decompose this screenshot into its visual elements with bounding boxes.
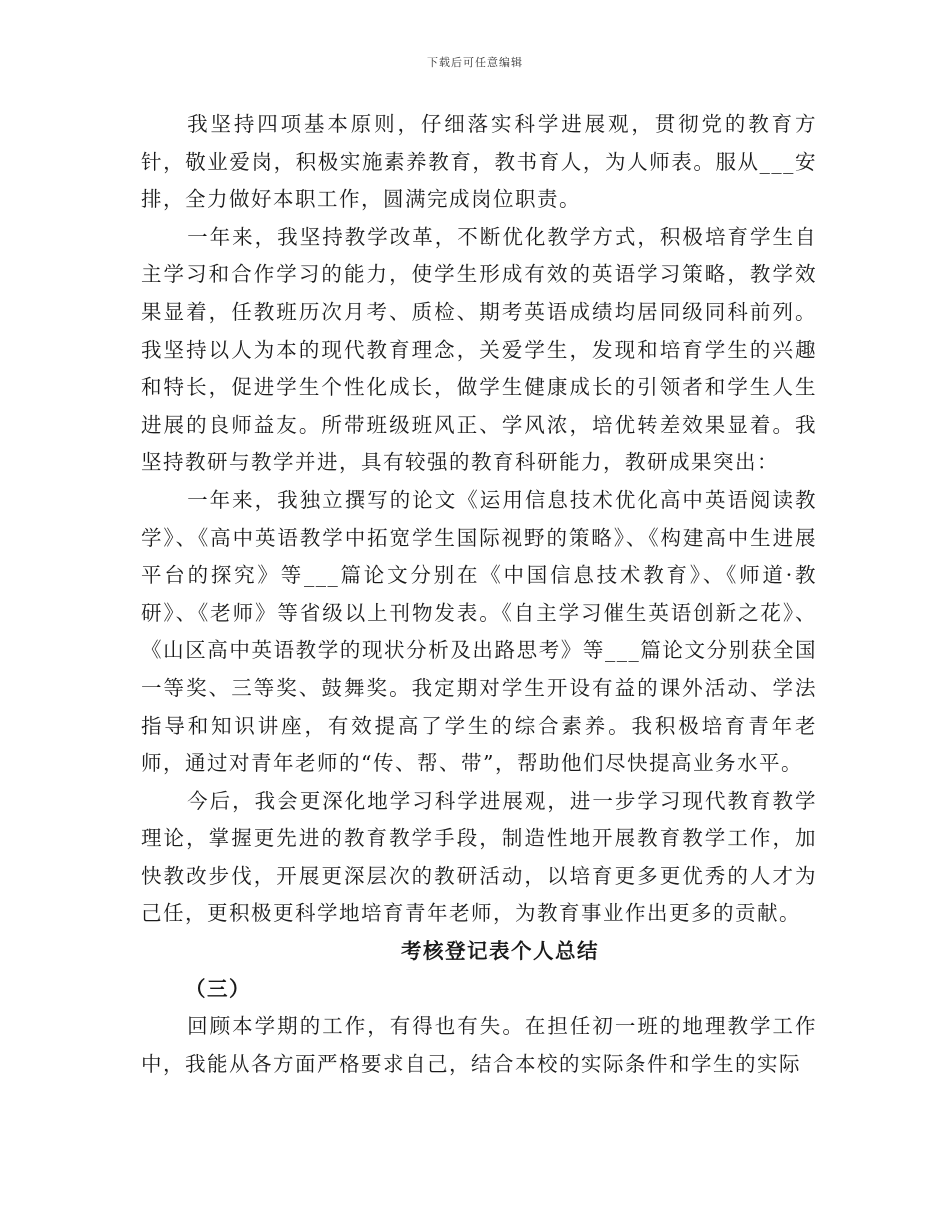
paragraph-semester-review: 回顾本学期的工作，有得也有失。在担任初一班的地理教学工作中，我能从各方面严格要求自己，结合本校的实际条件和学生的实际 bbox=[141, 1014, 817, 1076]
page-header-note: 下载后可任意编辑 bbox=[427, 56, 523, 69]
paragraph-teaching-reform: 一年来，我坚持教学改革，不断优化教学方式，积极培育学生自主学习和合作学习的能力，使学生形成有效的英语学习策略，教学效果显着，任教班历次月考、质检、期考英语成绩均居同级同科前列。我坚持以人为本的现代教育理念，关爱学生，发现和培育学生的兴趣和特长，促进学生个性化成长，做学生健康成长的引领者和学生人生进展的良师益友。所带班级班风正、学风浓，培优转差效果显着。我坚持教研与教学并进，具有较强的教育科研能力，教研成果突出： bbox=[141, 224, 817, 475]
section-subtitle: （三） bbox=[185, 976, 251, 1001]
paragraph-principles: 我坚持四项基本原则，仔细落实科学进展观，贯彻党的教育方针，敬业爱岗，积极实施素养教育，教书育人，为人师表。服从___安排，全力做好本职工作，圆满完成岗位职责。 bbox=[141, 112, 817, 212]
document-body bbox=[141, 106, 817, 1083]
section-title: 考核登记表个人总结 bbox=[401, 939, 599, 964]
paragraph-future-plans: 今后，我会更深化地学习科学进展观，进一步学习现代教育教学理论，掌握更先进的教育教学手段，制造性地开展教育教学工作，加快教改步伐，开展更深层次的教研活动，以培育更多更优秀的人才为己任，更积极更科学地培育青年老师，为教育事业作出更多的贡献。 bbox=[141, 788, 817, 926]
paragraph-research-output: 一年来，我独立撰写的论文《运用信息技术优化高中英语阅读教学》、《高中英语教学中拓宽学生国际视野的策略》、《构建高中生进展平台的探究》等___篇论文分别在《中国信息技术教育》、《师道·教研》、《老师》等省级以上刊物发表。《自主学习催生英语创新之花》、《山区高中英语教学的现状分析及出路思考》等___篇论文分别获全国一等奖、三等奖、鼓舞奖。我定期对学生开设有益的课外活动、学法指导和知识讲座，有效提高了学生的综合素养。我积极培育青年老师，通过对青年老师的“传、帮、带”，帮助他们尽快提高业务水平。 bbox=[141, 487, 817, 776]
